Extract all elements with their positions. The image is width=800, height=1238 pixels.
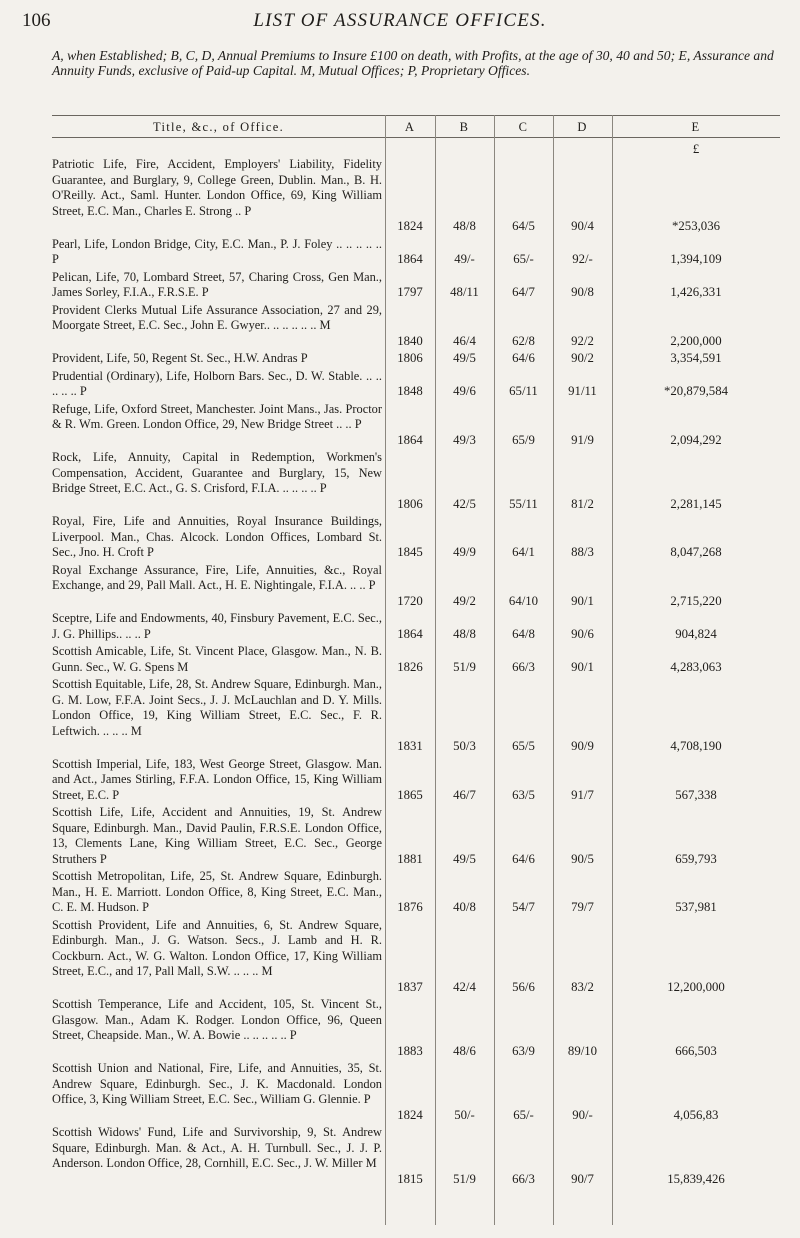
column-e-header: E <box>691 120 701 134</box>
office-title-text: Patriotic Life, Fire, Accident, Employers' Liability, Fidelity Guarantee, and Burglary, 9, College Green, Dublin. Man., B. H. O'Reilly. Act., Saml. Hunter. London Office, 69, King William Street, E.C. Man., Charles E. Strong .. P <box>52 157 382 218</box>
assurance-fund: 537,981 <box>675 900 717 914</box>
year-established: 1831 <box>397 739 423 753</box>
premium-age-30: 40/8 <box>453 900 476 914</box>
assurance-fund: 3,354,591 <box>670 351 722 365</box>
premium-age-50: 90/4 <box>571 219 594 233</box>
premium-age-50: 92/- <box>572 252 593 266</box>
premium-age-40: 65/11 <box>509 384 538 398</box>
office-entry <box>52 237 382 268</box>
office-entry <box>52 157 382 219</box>
office-title-text: Provident Clerks Mutual Life Assurance Association, 27 and 29, Moorgate Street, E.C. Sec., John E. Gwyer.. .. .. .. .. .. M <box>52 302 382 332</box>
office-title-text: Royal, Fire, Life and Annuities, Royal Insurance Buildings, Liverpool. Man., Chas. Alcock. London Offices, Lombard St. Sec., Jno. H. Croft P <box>52 514 382 559</box>
premium-age-30: 50/- <box>454 1107 475 1122</box>
premium-age-40: 65/- <box>513 1107 534 1122</box>
premium-age-30: 46/7 <box>453 787 476 802</box>
premium-age-40: 63/9 <box>512 1043 535 1058</box>
year-established: 1864 <box>397 626 423 641</box>
column-a-header: A <box>404 120 416 134</box>
year-established: 1824 <box>397 1107 423 1122</box>
premium-age-30: 49/9 <box>453 545 476 559</box>
premium-age-40: 64/6 <box>512 351 535 365</box>
column-b-header: B <box>459 120 470 134</box>
premium-age-50: 90/5 <box>571 851 594 866</box>
assurance-fund: 1,426,331 <box>670 285 722 299</box>
office-title-text: Provident, Life, 50, Regent St. Sec., H.W. Andras P <box>52 351 308 365</box>
premium-age-40: 56/6 <box>512 979 535 994</box>
office-entry <box>52 611 382 642</box>
premium-age-40: 64/1 <box>512 545 535 559</box>
header-rule <box>52 137 780 138</box>
premium-age-30: 48/6 <box>453 1043 476 1058</box>
assurance-fund: 4,283,063 <box>670 659 722 674</box>
assurance-fund: *20,879,584 <box>664 384 728 398</box>
year-established: 1806 <box>397 351 423 365</box>
premium-age-50: 90/6 <box>571 626 594 641</box>
column-d-header: D <box>577 120 588 134</box>
office-entry <box>52 677 382 739</box>
assurance-offices-table <box>52 115 780 1225</box>
premium-age-30: 49/- <box>454 252 475 266</box>
premium-age-40: 64/7 <box>512 285 535 299</box>
premium-age-30: 51/9 <box>453 1171 476 1186</box>
office-title-text: Scottish Equitable, Life, 28, St. Andrew Square, Edinburgh. Man., G. M. Low, F.F.A. Joint Secs., J. J. McLauchlan and D. Y. Mills. London Office, 19, King William Street, E.C. Sec., F. R. Leftwich. .. .. .. M <box>52 677 382 738</box>
year-established: 1840 <box>397 333 423 348</box>
office-entry <box>52 270 382 301</box>
year-established: 1797 <box>397 285 423 299</box>
premium-age-40: 64/10 <box>508 593 539 608</box>
year-established: 1876 <box>397 900 423 914</box>
premium-age-50: 90/8 <box>571 285 594 299</box>
office-entry <box>52 757 382 804</box>
office-entry <box>52 1061 382 1108</box>
premium-age-50: 90/- <box>572 1107 593 1122</box>
office-title-text: Pelican, Life, 70, Lombard Street, 57, Charing Cross, Gen Man., James Sorley, F.I.A., F.R.S.E. P <box>52 269 382 299</box>
premium-age-50: 83/2 <box>571 979 594 994</box>
table-top-rule <box>52 115 780 116</box>
assurance-fund: 659,793 <box>675 851 717 866</box>
premium-age-50: 91/9 <box>571 432 594 447</box>
premium-age-30: 49/3 <box>453 432 476 447</box>
year-established: 1848 <box>397 384 423 398</box>
assurance-fund: *253,036 <box>672 219 720 233</box>
premium-age-50: 89/10 <box>567 1043 598 1058</box>
assurance-fund: 1,394,109 <box>670 252 722 266</box>
premium-age-40: 63/5 <box>512 787 535 802</box>
year-established: 1864 <box>397 432 423 447</box>
title-column-header: Title, &c., of Office. <box>152 120 285 134</box>
office-title-text: Scottish Temperance, Life and Accident, 105, St. Vincent St., Glasgow. Man., Adam K. Rodger. London Office, 96, Queen Street, Cheapside. Man., W. A. Bowie .. .. .. .. .. P <box>52 997 382 1042</box>
premium-age-30: 49/5 <box>453 851 476 866</box>
office-title-text: Refuge, Life, Oxford Street, Manchester. Joint Mans., Jas. Proctor & R. Wm. Green. London Office, 29, New Bridge Street .. .. P <box>52 401 382 431</box>
office-title-text: Scottish Imperial, Life, 183, West George Street, Glasgow. Man. and Act., James Stirling, F.F.A. London Office, 15, King William Street, E.C. P <box>52 756 382 802</box>
office-entry <box>52 918 382 980</box>
premium-age-50: 90/1 <box>571 593 594 608</box>
premium-age-50: 90/2 <box>571 351 594 365</box>
year-established: 1824 <box>397 219 423 233</box>
office-entry <box>52 869 382 916</box>
assurance-fund: 12,200,000 <box>667 979 725 994</box>
premium-age-40: 64/8 <box>512 626 535 641</box>
year-established: 1806 <box>397 496 423 511</box>
premium-age-30: 48/11 <box>450 285 479 299</box>
column-explanation: A, when Established; B, C, D, Annual Premiums to Insure £100 on death, with Profits, at the age of 30, 40 and 50; E, Assurance and Annuity Funds, exclusive of Paid-up Capital. M, Mutual Offices; P, Proprietary Offices. <box>52 48 774 78</box>
office-entry <box>52 1125 382 1172</box>
assurance-fund: 4,708,190 <box>670 739 722 753</box>
premium-age-50: 90/9 <box>571 739 594 753</box>
premium-age-30: 42/4 <box>453 979 476 994</box>
assurance-fund: 2,200,000 <box>670 333 722 348</box>
assurance-fund: 15,839,426 <box>667 1171 725 1186</box>
premium-age-40: 64/6 <box>512 851 535 866</box>
year-established: 1881 <box>397 851 423 866</box>
premium-age-30: 49/6 <box>453 384 476 398</box>
office-entry <box>52 997 382 1044</box>
assurance-fund: 666,503 <box>675 1043 717 1058</box>
office-title-text: Scottish Union and National, Fire, Life, and Annuities, 35, St. Andrew Square, Edinburgh. Sec., J. K. Macdonald. London Office, 3, King William Street, E.C. Sec., William G. Glennie. P <box>52 1061 382 1106</box>
assurance-fund: 4,056,83 <box>673 1107 719 1122</box>
year-established: 1845 <box>397 545 423 559</box>
running-head: LIST OF ASSURANCE OFFICES. <box>253 10 547 31</box>
assurance-fund: 2,281,145 <box>670 496 722 511</box>
office-entry <box>52 303 382 334</box>
premium-age-40: 65/9 <box>512 432 535 447</box>
year-established: 1720 <box>397 593 423 608</box>
premium-age-40: 64/5 <box>512 219 535 233</box>
premium-age-30: 48/8 <box>453 219 476 233</box>
year-established: 1865 <box>397 787 423 802</box>
premium-age-50: 91/11 <box>568 384 597 398</box>
premium-age-30: 49/2 <box>453 593 476 608</box>
year-established: 1826 <box>397 659 423 674</box>
assurance-fund: 567,338 <box>675 787 717 802</box>
office-title-text: Scottish Metropolitan, Life, 25, St. Andrew Square, Edinburgh. Man., H. E. Marriott. London Office, 8, King Street, E.C. Man., C. E. M. Hudson. P <box>52 869 382 914</box>
office-entry <box>52 563 382 594</box>
year-established: 1815 <box>397 1171 423 1186</box>
premium-age-30: 48/8 <box>453 626 476 641</box>
year-established: 1864 <box>397 252 423 266</box>
assurance-fund: 2,715,220 <box>670 593 722 608</box>
premium-age-40: 66/3 <box>512 1171 535 1186</box>
premium-age-30: 49/5 <box>453 351 476 365</box>
assurance-fund: 2,094,292 <box>670 432 722 447</box>
premium-age-50: 91/7 <box>571 787 594 802</box>
premium-age-50: 88/3 <box>571 545 594 559</box>
office-title-text: Royal Exchange Assurance, Fire, Life, Annuities, &c., Royal Exchange, and 29, Pall Mall. Act., H. E. Nightingale, F.I.A. .. .. P <box>52 562 382 592</box>
premium-age-50: 79/7 <box>571 900 594 914</box>
office-title-text: Pearl, Life, London Bridge, City, E.C. Man., P. J. Foley .. .. .. .. .. P <box>52 236 382 266</box>
premium-age-40: 54/7 <box>512 900 535 914</box>
office-entry <box>52 351 382 367</box>
office-entry <box>52 450 382 497</box>
office-entry <box>52 805 382 867</box>
office-title-text: Scottish Amicable, Life, St. Vincent Place, Glasgow. Man., N. B. Gunn. Sec., W. G. Spens M <box>52 644 382 674</box>
year-established: 1837 <box>397 979 423 994</box>
premium-age-50: 92/2 <box>571 333 594 348</box>
premium-age-40: 65/5 <box>512 739 535 753</box>
assurance-fund: 904,824 <box>675 626 717 641</box>
page-number: 106 <box>22 10 51 31</box>
premium-age-40: 55/11 <box>509 496 538 511</box>
premium-age-30: 42/5 <box>453 496 476 511</box>
premium-age-30: 50/3 <box>453 739 476 753</box>
office-title-text: Scottish Provident, Life and Annuities, 6, St. Andrew Square, Edinburgh. Man., J. G. Watson. Secs., J. Lamb and H. R. Cockburn. Act., W. G. Walton. London Office, 17, King William Street, E.C., and 17, Pall Mall, S.W. .. .. .. M <box>52 917 382 978</box>
assurance-fund: 8,047,268 <box>670 545 722 559</box>
office-title-text: Scottish Life, Life, Accident and Annuities, 19, St. Andrew Square, Edinburgh. Man., David Paulin, F.R.S.E. London Office, 13, Clements Lane, King William Street, E.C. Sec., George Struthers P <box>52 805 382 866</box>
office-entry <box>52 514 382 561</box>
office-entry <box>52 369 382 400</box>
office-title-text: Scottish Widows' Fund, Life and Survivorship, 9, St. Andrew Square, Edinburgh. Man. & Act., A. H. Turnbull. Sec., J. J. P. Anderson. London Office, 28, Cornhill, E.C. Sec., J. W. Miller M <box>52 1125 382 1170</box>
premium-age-50: 90/1 <box>571 659 594 674</box>
pound-unit-label: £ <box>692 141 700 156</box>
premium-age-40: 65/- <box>513 252 534 266</box>
column-c-header: C <box>518 120 529 134</box>
premium-age-30: 46/4 <box>453 333 476 348</box>
office-title-text: Prudential (Ordinary), Life, Holborn Bars. Sec., D. W. Stable. .. .. .. .. .. P <box>52 368 382 398</box>
premium-age-50: 90/7 <box>571 1171 594 1186</box>
office-entry <box>52 644 382 675</box>
year-established: 1883 <box>397 1043 423 1058</box>
premium-age-40: 66/3 <box>512 659 535 674</box>
office-title-text: Rock, Life, Annuity, Capital in Redemption, Workmen's Compensation, Accident, Guarantee and Burglary, 15, New Bridge Street, E.C. Act., G. S. Crisford, F.I.A. .. .. .. .. P <box>52 450 382 495</box>
premium-age-40: 62/8 <box>512 333 535 348</box>
office-entry <box>52 402 382 433</box>
premium-age-50: 81/2 <box>571 496 594 511</box>
office-title-text: Sceptre, Life and Endowments, 40, Finsbury Pavement, E.C. Sec., J. G. Phillips.. .. .. P <box>52 611 382 641</box>
premium-age-30: 51/9 <box>453 659 476 674</box>
